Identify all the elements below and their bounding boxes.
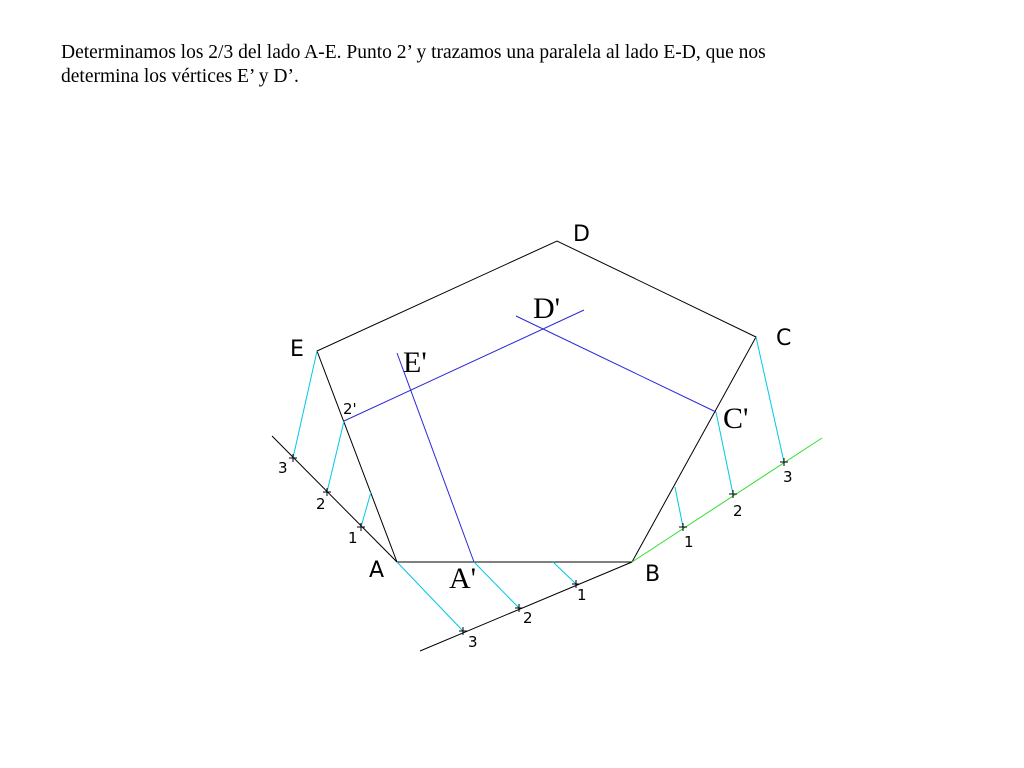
label-vertex-d: D (573, 222, 590, 247)
line-dprime-cprime (516, 316, 716, 412)
right-auxiliary-line (632, 438, 822, 562)
inner-pentagon-lines (344, 310, 716, 562)
label-two-prime: 2' (343, 400, 357, 418)
label-right-2: 2 (733, 502, 743, 520)
label-e-prime: E' (403, 346, 427, 379)
label-d-prime: D' (533, 292, 561, 325)
caption-line-2: determina los vértices E’ y D’. (61, 66, 299, 87)
label-bottom-1: 1 (577, 586, 587, 604)
label-left-3: 3 (278, 459, 288, 477)
outer-pentagon (317, 241, 756, 562)
line-aprime-eprime (397, 353, 474, 562)
tick-marks (289, 454, 788, 635)
left-auxiliary-line (272, 436, 397, 562)
label-vertex-b: B (645, 562, 661, 587)
left-division-lines (293, 351, 371, 527)
line-2prime-dprime (344, 310, 584, 421)
label-left-1: 1 (348, 529, 358, 547)
label-left-2: 2 (316, 495, 326, 513)
label-vertex-a: A (369, 558, 385, 583)
caption-line-1: Determinamos los 2/3 del lado A-E. Punto 2’ y trazamos una paralela al lado E-D, que nos (61, 42, 766, 63)
label-right-1: 1 (684, 533, 694, 551)
label-bottom-3: 3 (468, 633, 478, 651)
label-vertex-e: E (290, 337, 304, 362)
label-c-prime: C' (723, 402, 749, 435)
label-a-prime: A' (449, 562, 477, 595)
label-vertex-c: C (776, 326, 792, 351)
label-bottom-2: 2 (523, 609, 533, 627)
label-right-3: 3 (783, 468, 793, 486)
